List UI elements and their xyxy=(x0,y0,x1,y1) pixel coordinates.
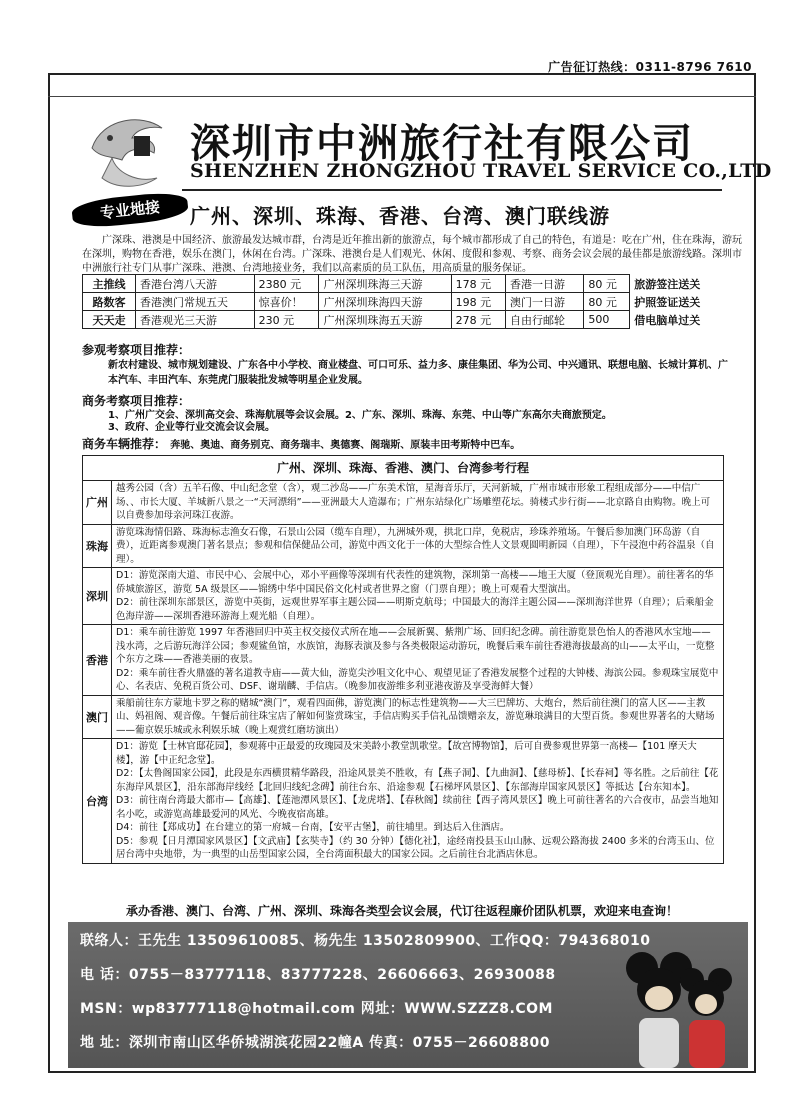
company-name-cn: 深圳市中洲旅行社有限公司 xyxy=(190,121,694,167)
tour-price: 惊喜价！ xyxy=(254,293,319,311)
city-description xyxy=(112,739,723,863)
tour-price: 500 xyxy=(584,311,630,329)
desc-line: D2：前往深圳东部景区，游览中英街，远观世界军事主题公园——明斯克航母；中国最大的海洋主题公园——深圳海洋世界（自理）；后乘船金色海岸游——深圳香港环游海上观光船（自理）。 xyxy=(116,597,714,622)
table-row xyxy=(83,293,722,311)
row-head: 天天走 xyxy=(83,311,136,329)
service-slogan: 承办香港、澳门、台湾、广州、深圳、珠海各类型会议会展，代订往返程廉价团队机票，欢迎来电查询！ xyxy=(125,904,678,918)
contact-address: 地 址：深圳市南山区华侨城湖滨花园22幢A 传真：0755－26608800 xyxy=(80,1035,550,1051)
tour-price: 80 元 xyxy=(584,293,630,311)
inspect-title: 参观考察项目推荐： xyxy=(82,343,191,357)
professional-badge: 专业地接 xyxy=(71,190,189,230)
city-description xyxy=(112,568,723,624)
contact-persons: 联络人：王先生 13509610085、杨先生 13502809900、工作QQ：794368010 xyxy=(80,933,651,949)
service-note: 护照签证送关 xyxy=(634,295,701,309)
biz-text-2: 3、政府、企业等行业交流会议会展。 xyxy=(108,422,275,433)
contact-msn-web: MSN：wp83777118@hotmail.com 网址：WWW.SZZZ8.COM xyxy=(80,1001,553,1017)
tour-name: 香港观光三天游 xyxy=(136,311,255,329)
desc-line: D1：乘车前往游览 1997 年香港回归中英主权交接仪式所在地——会展新翼、紫荆广场、回归纪念碑。前往游览景色怡人的香港风水宝地——浅水湾，之后游玩海洋公园；参观鲨鱼馆，水族馆，海豚表演及参与各类极限运动游玩，晚餐后乘车前往香港海拔最高的山——太平山，一览整个东方之珠——香港美丽的夜景。 xyxy=(116,627,715,665)
tour-price: 178 元 xyxy=(451,275,505,293)
desc-line: D1：游览【士林官邸花园】，参观蒋中正最爱的玫瑰园及宋美龄小教堂凯歌堂。【故宫博物馆】，后可自费参观世界第一高楼—【101 摩天大楼】，游【中正纪念堂】。 xyxy=(116,741,697,766)
tour-name: 香港台湾八天游 xyxy=(136,275,255,293)
itinerary-row xyxy=(83,739,723,863)
itinerary-row xyxy=(83,696,723,740)
divider xyxy=(182,189,722,191)
inspect-text: 新农村建设、城市规划建设、广东各中小学校、商业楼盘、可口可乐、益力多、康佳集团、华为公司、中兴通讯、联想电脑、长城计算机、广本汽车、丰田汽车、东莞虎门服装批发城等明星企业发展。 xyxy=(108,360,728,386)
city-description xyxy=(112,525,723,568)
tour-name: 澳门一日游 xyxy=(506,293,584,311)
tour-name: 广州深圳珠海三天游 xyxy=(319,275,451,293)
desc-line: 游览珠海情侣路、珠海标志渔女石像，石景山公园（缆车自理），九洲城外观，拱北口岸，免税店，珍珠养殖场。午餐后参加澳门环岛游（自费），近距离参观澳门著名景点；参观和信保健品公司，游览中西文化于一体的大型综合性人文景观圆明新园（自理），下午浸泡中药谷温泉（自理）。 xyxy=(116,526,715,565)
intro-paragraph: 广深珠、港澳是中国经济、旅游最发达城市群，台湾是近年推出新的旅游点，每个城市都形成了自己的特色，有道是：吃在广州，住在珠海，游玩在深圳，购物在香港，娱乐在澳门，休闲在台湾。广深珠、港澳台是人们观光、休闲、度假和参观、考察、商务会议会展的最佳都是旅游线路。深圳市中洲旅行社专门从事广深珠、港澳、台湾地接业务，我们以高素质的员工队伍，用高质量的服务保证。 xyxy=(82,235,742,274)
desc-line: D2：乘车前往香火鼎盛的著名道教寺庙——黄大仙，游览尖沙咀文化中心、观望见证了香港发展整个过程的大钟楼、海滨公园。参观珠宝展览中心、名表店、免税百货公司、DSF、谢瑞麟、手信店。（晚参加夜游维多利亚港夜游及享受海鲜大餐） xyxy=(116,667,719,692)
car-title: 商务车辆推荐： xyxy=(82,437,167,451)
itinerary-row xyxy=(83,525,723,569)
itinerary-table xyxy=(82,455,724,864)
desc-line: D5：参观【日月潭国家风景区】【文武庙】【玄奘寺】（约 30 分钟）【德化社】，途经南投县玉山山脉、远观公路海拔 2400 多米的台湾玉山、位居台湾中央地带，为一典型的山岳型国家公园，全台湾面积最大的国家公园。之后前往台北酒店休息。 xyxy=(116,835,715,860)
city-label: 珠海 xyxy=(83,525,112,568)
biz-text-1: 1、广州广交会、深圳高交会、珠海航展等会议会展。2、广东、深圳、珠海、东莞、中山等广东高尔夫商旅预定。 xyxy=(108,410,612,421)
car-text: 奔驰、奥迪、商务别克、商务瑞丰、奥德赛、阁瑞斯、原装丰田考斯特中巴车。 xyxy=(170,440,521,451)
contact-phones: 电 话：0755－83777118、83777228、26606663、26930088 xyxy=(80,967,556,983)
itinerary-row xyxy=(83,481,723,525)
city-label: 香港 xyxy=(83,625,112,695)
mickey-mouse-icon xyxy=(594,928,744,1068)
city-label: 台湾 xyxy=(83,739,112,863)
tour-name: 香港澳门常规五天 xyxy=(136,293,255,311)
divider xyxy=(48,96,756,97)
itinerary-row xyxy=(83,625,723,696)
tour-price: 80 元 xyxy=(584,275,630,293)
car-section xyxy=(82,435,722,452)
tour-price: 198 元 xyxy=(451,293,505,311)
tour-price: 230 元 xyxy=(254,311,319,329)
row-head: 路数客 xyxy=(83,293,136,311)
tour-name: 自由行邮轮 xyxy=(506,311,584,329)
city-description xyxy=(112,696,723,739)
tour-name: 广州深圳珠海五天游 xyxy=(319,311,451,329)
tour-price: 278 元 xyxy=(451,311,505,329)
desc-line: D2：【太鲁阁国家公园】，此段是东西横贯精华路段，沿途风景美不胜收，有【燕子洞】、【九曲洞】、【慈母桥】、【长春祠】等名胜。之后前往【花东海岸风景区】，沿东部海岸线经【北回归线纪念碑】前往台东、沿途参观【石梯坪风景区】、【东部海岸国家风景区】等抵达【台东知本】。 xyxy=(116,768,719,793)
price-table xyxy=(82,274,722,329)
ad-hotline: 广告征订热线：0311-8796 7610 xyxy=(548,60,752,74)
table-row xyxy=(83,275,722,293)
route-headline: 广州、深圳、珠海、香港、台湾、澳门联线游 xyxy=(190,204,610,228)
desc-line: D3：前往南台湾最大都市—【高雄】、【莲池潭风景区】、【龙虎塔】、【春秋阁】续前往【西子湾风景区】晚上可前往著名的六合夜市，品尝当地知名小吃，或游览高雄最爱河的风光、今晚夜宿高雄。 xyxy=(116,795,719,820)
city-label: 广州 xyxy=(83,481,112,524)
tour-price: 2380 元 xyxy=(254,275,319,293)
desc-line: D1：游览深南大道、市民中心、会展中心，邓小平画像等深圳有代表性的建筑物，深圳第一高楼——地王大厦（登顶观光自理）。前往著名的华侨城旅游区，游览 5A 级景区——锦绣中华中国民俗文化村或者世界之窗（门票自理）；晚上可观看大型演出。 xyxy=(116,570,714,595)
dragon-logo-icon xyxy=(82,108,182,198)
city-description xyxy=(112,481,723,524)
city-label: 澳门 xyxy=(83,696,112,739)
desc-line: D4：前往【郑成功】在台建立的第一府城－台南，【安平古堡】，前往埔里。到达后入住酒店。 xyxy=(116,822,510,833)
desc-line: 越秀公园（含）五羊石像、中山纪念堂（含），观二沙岛——广东美术馆，星海音乐厅，天河新城，广州市城市形象工程组成部分——中信广场、、市长大厦、羊城新八景之一“天河漂绢”——亚洲最大人造瀑布；广州东站绿化广场雕塑花坛。骑楼式步行街——北京路自由购物。晚上可以自费参加母亲河珠江夜游。 xyxy=(116,483,711,521)
tour-name: 广州深圳珠海四天游 xyxy=(319,293,451,311)
itinerary-title: 广州、深圳、珠海、香港、澳门、台湾参考行程 xyxy=(83,456,723,481)
row-head: 主推线 xyxy=(83,275,136,293)
company-name-en: SHENZHEN ZHONGZHOU TRAVEL SERVICE CO.,LTD xyxy=(190,160,772,182)
desc-line: 乘船前往东方蒙地卡罗之称的赌城“澳门”，观看四面佛，游览澳门的标志性建筑物——大三巴牌坊、大炮台，然后前往澳门的富人区——主教山、妈祖阁、观音像。午餐后前往珠宝店了解如何鉴赏珠宝，手信店购买手信礼品馈赠亲友，游览琳琅满目的大型百货。参观世界著名的大赌场——葡京娱乐城或永利娱乐城（晚上观赏红磨坊演出） xyxy=(116,697,715,736)
city-description xyxy=(112,625,723,695)
itinerary-row xyxy=(83,568,723,625)
table-row xyxy=(83,311,722,329)
service-note: 借电脑单过关 xyxy=(634,313,701,327)
contact-panel xyxy=(68,922,748,1068)
biz-title: 商务考察项目推荐： xyxy=(82,394,191,408)
service-note: 旅游签注送关 xyxy=(634,277,701,291)
city-label: 深圳 xyxy=(83,568,112,624)
tour-name: 香港一日游 xyxy=(506,275,584,293)
